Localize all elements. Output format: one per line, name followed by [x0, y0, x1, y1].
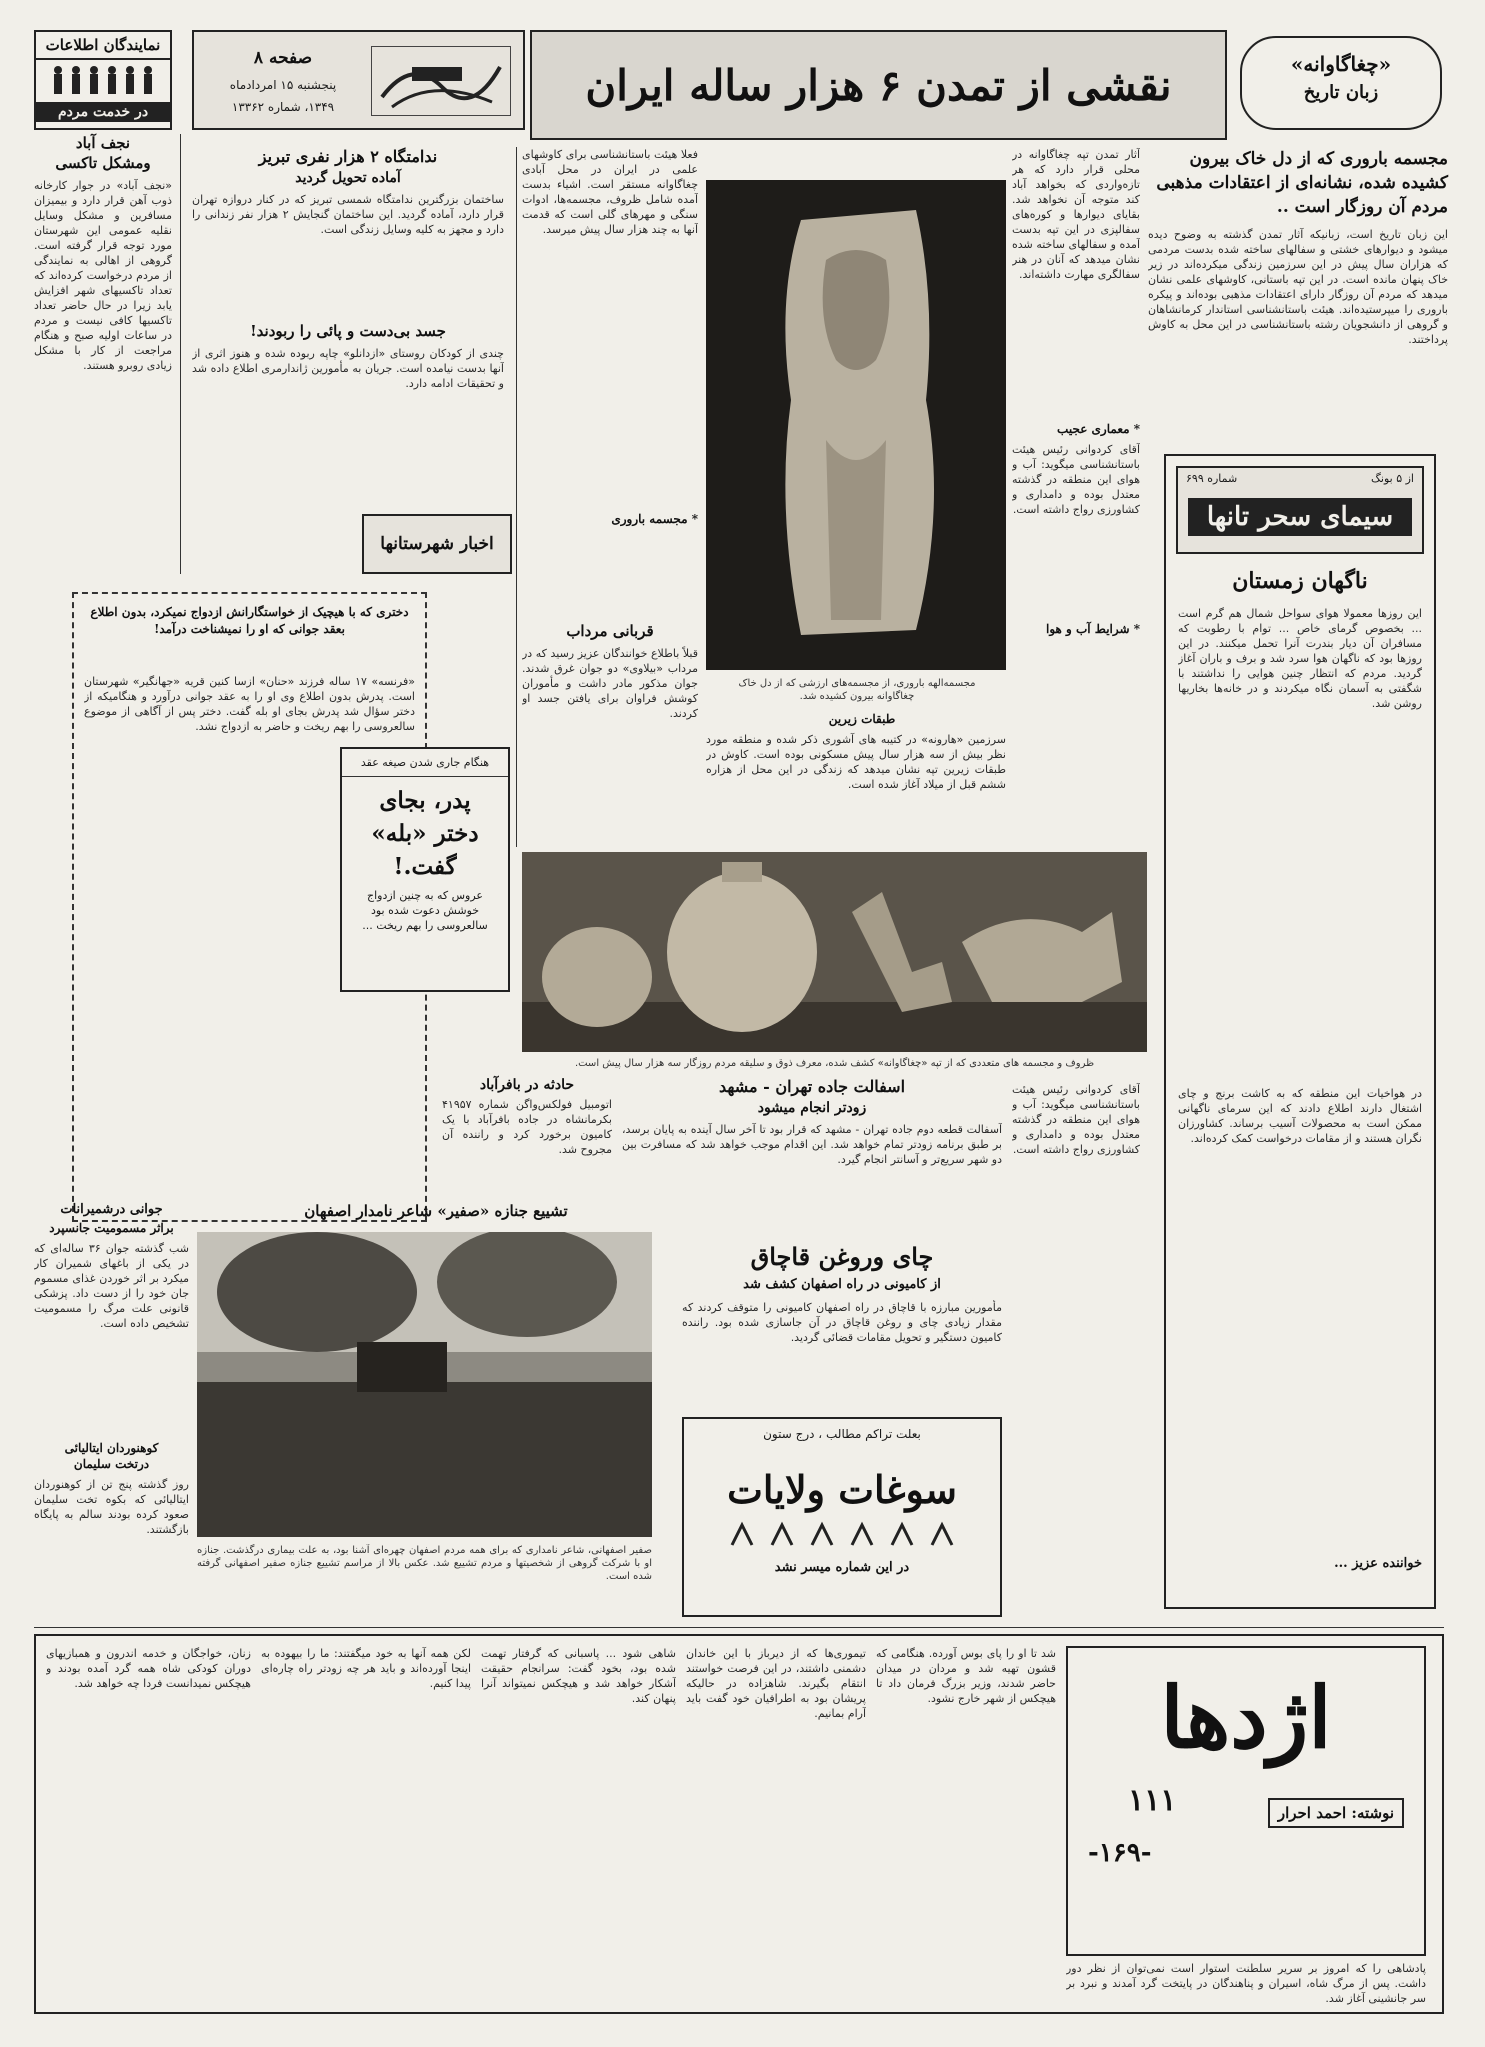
right-feature: [1164, 454, 1436, 1609]
bride-callout-title-3: گفت.!: [393, 853, 457, 880]
date-box: [192, 30, 525, 130]
provinces-column-box: [682, 1417, 1002, 1617]
tea-body: مأمورین مبارزه با قاچاق در راه اصفهان کامیونی را متوقف کردند که مقدار زیادی چای و روغن قاچاق در آن جاسازی شده بود. راننده کامیون دستگیر و تحویل مقامات قضائی گردید.: [682, 1301, 1002, 1344]
center-col-a: آثار تمدن تپه چغاگاوانه در محلی قرار دارد که هر تازه‌واردی که بخواهد آباد کند متوجه آن نخواهد شد. بقایای دیوارها و کوره‌های سفالپزی در این تپه بدست آمده و سفالهای ساخته شده نشان میدهد که آنان در هنر سفالگری مهارت داشته‌اند.: [1012, 148, 1140, 281]
center-extra-text: آقای کردوانی رئیس هیئت باستانشناسی میگوید: آب و هوای این منطقه در گذشته معتدل بوده و دامداری و کشاورزی رواج داشته است.: [1012, 1083, 1140, 1156]
swamp-story: [522, 622, 698, 852]
bride-story-head: دختری که با هیچیک از خواستگارانش ازدواج نمیکرد، بدون اطلاع بعقد جوانی که او را نمیشناخت درآمد!: [90, 605, 409, 636]
people-illustration: [48, 64, 158, 98]
winter-body: این روزها معمولا هوای سواحل شمال هم گرم است ... بخصوص گرمای خاص ... توام با رطوبت که مسافران آن دیار بندرت آنرا تحمل میکنند. در این روزها بود که ناگهان هوا سرد شد و برف و باران آغاز گردید. مردم که انتظار چنین هوایی را نداشتند با شگفتی به آسمان نگاه میکردند و در خانه‌ها بخاریها روشن شد.: [1178, 607, 1422, 710]
mountaineers-subheadline: درتخت سلیمان: [73, 1457, 150, 1471]
theft-body: چندی از کودکان روستای «ازدانلو» چاپه ربوده شده و هنوز اثری از آنها بدست نیامده است. جریان به مأمورین ژاندارمری اطلاع داده شد و تحقیقات ادامه دارد.: [192, 347, 504, 390]
center-col-d: آقای کردوانی رئیس هیئت باستانشناسی میگوید: آب و هوای این منطقه در گذشته معتدل بوده و دامداری و کشاورزی رواج داشته است.: [1012, 443, 1140, 516]
funeral-headline: تشییع جنازه «صفیر» شاعر نامدار اصفهان: [304, 1202, 568, 1220]
serial-episode: -۱۶۹-: [1088, 1838, 1152, 1868]
side-box-subtitle: زبان تاریخ: [1303, 82, 1379, 103]
prison-body: ساختمان بزرگترین ندامتگاه شمسی تبریز که در کنار دروازه تهران قرار دارد، آماده گردید. این ساختمان گنجایش ۲ هزار نفر زندانی را دارد و مجهز به کلیه وسایل زندگی است.: [192, 193, 504, 236]
pottery-caption: ظروف و مجسمه های متعددی که از تپه «چغاگاوانه» کشف شده، معرف ذوق و سلیقه مردم روزگار سه هزار سال پیش است.: [574, 1058, 1095, 1069]
cities-news-title: اخبار شهرستانها: [380, 534, 494, 554]
road-story: [622, 1077, 1002, 1247]
serial-col-1: پادشاهی را که امروز بر سریر سلطنت استوار است نمی‌توان از نظر دور داشت. پس از مرگ شاه، اسیران و پناهندگان در پایتخت گرد آمدند و نبرد بر سر جانشینی آغاز شد.: [1066, 1962, 1426, 2005]
serial-author: نوشته: احمد احرار: [1268, 1798, 1404, 1828]
pottery-photo: [522, 852, 1147, 1052]
funeral-crowd: [197, 1232, 652, 1537]
swamp-headline: قربانی مرداب: [566, 622, 654, 640]
serial-title-box: [1066, 1646, 1426, 1956]
bride-callout-title-2: دختر «بله»: [371, 820, 479, 847]
accident-body: اتومبیل فولکس‌واگن شماره ۴۱۹۵۷ بکرمانشاه در جاده بافرآباد با یک کامیون برخورد کرد و راننده آن مجروح شد.: [442, 1098, 612, 1156]
theft-headline: جسد بی‌دست و پائی را ربودند!: [250, 322, 446, 340]
lead-body: این زبان تاریخ است، زبانیکه آثار تمدن گذشته به وضوح دیده میشود و دیوارهای خشتی و سفالهای ساخته شده بدست مردمی که هزاران سال پیش در این سرزمین زندگی میکرده‌اند در زیر خاک پنهان مانده است. در این تپه باستانی، کاوشهای علمی نشان میدهد که مردم آن روزگار دارای اعتقادات مذهبی بوده‌اند و پیکره باروری را میپرستیده‌اند. هیئت باستانشناسی استاندار کرمانشاهان و گروهی از دانشجویان رشته باستانشناسی در این محل به کاوش پرداختند.: [1148, 228, 1448, 346]
funeral-caption: صفیر اصفهانی، شاعر نامداری که برای همه مردم اصفهان چهره‌ای آشنا بود، به علت بیماری درگذشت. جنازه او با شرکت گروهی از شخصیتها و مردم تشییع شد. عکس بالا از مراسم تشییع جنازه صفیر اصفهانی گرفته شده است.: [197, 1545, 652, 1582]
youth-headline: جوانی درشمیرانات: [60, 1202, 163, 1217]
section-head-architecture: * معماری عجیب: [1057, 422, 1140, 436]
bride-callout-sub: عروس که به چنین ازدواج خوشش دعوت شده بود سالعروسی را بهم ریخت ...: [362, 889, 488, 932]
pottery-artifacts: [522, 852, 1147, 1052]
accident-story: [442, 1077, 612, 1197]
tea-subheadline: از کامیونی در راه اصفهان کشف شد: [743, 1277, 941, 1292]
page-label: صفحه ۸: [253, 48, 313, 68]
provinces-bottom-note: در این شماره میسر نشد: [774, 1560, 910, 1575]
road-body: آسفالت قطعه دوم جاده تهران - مشهد که قرار بود تا آخر سال آینده به پایان برسد، بر طبق برنامه زودتر تمام خواهد شد. این اقدام موجب خواهد شد که مسافرت بین دو شهر سریع‌تر و آسانتر انجام گیرد.: [622, 1123, 1002, 1166]
mountaineers-headline: کوهنوردان ایتالیائی: [64, 1441, 159, 1455]
section-head-climate: * شرایط آب و هوا: [1045, 622, 1140, 636]
youth-subheadline: براثر مسمومیت جانسپرد: [49, 1221, 174, 1235]
statue-figure: [706, 180, 1006, 670]
road-subheadline: زودتر انجام میشود: [757, 1100, 867, 1116]
bottom-band-rule: [34, 1627, 1444, 1628]
youth-body: شب گذشته جوان ۳۶ ساله‌ای که در یکی از باغهای شمیران کار میکرد بر اثر خوردن غذای مسموم جان خود را از دست داد. پزشکی قانونی علت مرگ را مسمومیت تشخیص داده است.: [34, 1242, 189, 1330]
funeral-photo: [197, 1232, 652, 1537]
prison-headline: ندامتگاه ۲ هزار نفری تبریز: [258, 147, 438, 166]
logo-emblem: [372, 47, 510, 115]
main-headline: نقشی از تمدن ۶ هزار ساله ایران: [585, 60, 1172, 110]
bride-callout-head: هنگام جاری شدن صیغه عقد: [342, 749, 508, 777]
section-head-fertility: * مجسمه باروری: [611, 512, 698, 526]
section-head-lower-layers: طبقات زیرین: [828, 712, 896, 726]
serial-col-2: شد تا او را پای بوس آورده. هنگامی که قشون تهیه شد و مردان در میدان حاضر شدند، وزیر بزرگ فرمان داد تا هیچکس از شهر خارج نشود.: [876, 1647, 1056, 1705]
cities-news-box: [362, 514, 512, 574]
serial-col-4: شاهی شود ... پاسبانی که گرفتار تهمت شده بود، بخود گفت: سرانجام حقیقت آشکار خواهد شد و هیچکس نمیتواند آنرا پنهان کند.: [481, 1647, 676, 1705]
theft-story: [192, 322, 504, 512]
ad-head: از ۵ بونگ: [1371, 472, 1414, 485]
ad-banner: [1176, 466, 1424, 554]
statue-photo: [706, 180, 1006, 670]
bride-story-body: «فرنسه» ۱۷ ساله فرزند «حنان» ازسا کنین قریه «جهانگیر» شهرستان است. پدرش بدون اطلاع وی او را به عقد جوانی درآورد و هنگامیکه از دختر سؤال شد پدرش بجای او بله گفت. دختر پس از آگاهی از موضوع سالعروسی را بهم ریخت و حاضر به ازدواج نشد.: [84, 675, 415, 733]
correspondents-title: نمایندگان اطلاعات: [36, 32, 170, 60]
serial-col-5: لکن همه آنها به خود میگفتند: ما را بیهوده به اینجا آورده‌اند و باید هر چه زودتر راه چاره‌ای پیدا کنیم.: [261, 1647, 471, 1690]
road-headline: اسفالت جاده تهران - مشهد: [718, 1077, 906, 1096]
center-rule-left: [516, 147, 517, 847]
serial-band: [34, 1634, 1444, 2014]
provinces-top-note: بعلت تراکم مطالب ، درج ستون: [763, 1427, 921, 1441]
lead-story: [1148, 147, 1448, 447]
left-column-rule: [180, 134, 181, 574]
tea-headline: چای وروغن قاچاق: [750, 1242, 934, 1271]
serial-number: ١١١: [1128, 1783, 1177, 1818]
serial-col-3: تیموری‌ها که از دیرباز با این خاندان دشمنی داشتند، در این فرصت خواستند انتقام بگیرند. شاهزاده در حالیکه پریشان بود به اطرافیان خود گفت باید آرام بمانیم.: [686, 1647, 866, 1720]
correspondents-box: [34, 30, 172, 130]
newspaper-page: [22, 22, 1462, 2027]
tea-story: [682, 1242, 1002, 1422]
provinces-title: سوغات ولایات: [727, 1467, 957, 1512]
paper-logo: [371, 46, 511, 116]
ad-title: سیمای سحر تانها: [1188, 498, 1412, 536]
prison-story: [192, 147, 504, 317]
serial-col-6: زنان، خواجگان و خدمه اندرون و همبازیهای دوران کودکی شاه همه گرد آمده بودند و هیچکس نمیدانست فردا چه خواهد شد.: [46, 1647, 251, 1690]
accident-headline: حادثه در بافرآباد: [479, 1077, 575, 1093]
center-col-c: سرزمین «هارونه» در کتیبه های آشوری ذکر شده و منطقه مورد نظر بیش از سه هزار سال پیش مسکونی بوده است. کاوش در طبقات زیرین تپه نشان میدهد که زندگی در این محل از هزاره ششم قبل از میلاد آغاز شده است.: [706, 733, 1006, 791]
side-box-title: «چغاگاوانه»: [1290, 52, 1392, 76]
winter-headline: ناگهان زمستان: [1232, 568, 1368, 594]
prison-subheadline: آماده تحویل گردید: [295, 170, 401, 186]
bride-callout-title-1: پدر، بجای: [379, 787, 471, 814]
bride-callout: [340, 747, 510, 992]
lead-headline: مجسمه باروری که از دل خاک بیرون کشیده شده، نشانه‌ای از اعتقادات مذهبی مردم آن روزگار است ..: [1156, 149, 1448, 217]
issue-line: ۱۳۴۹، شماره ۱۳۳۶۲: [231, 100, 335, 114]
in-service-label: در خدمت مردم: [36, 102, 170, 122]
provinces-illustration: [722, 1520, 962, 1550]
winter-closing: خواننده عزیز ...: [1334, 1556, 1422, 1571]
left-column: [34, 134, 172, 564]
side-title-box: [1240, 36, 1442, 130]
main-headline-box: [530, 30, 1227, 140]
date-line: پنجشنبه ۱۵ امردادماه: [229, 78, 337, 92]
mountaineers-body: روز گذشته پنج تن از کوهنوردان ایتالیائی که بکوه تخت سلیمان صعود کرده بودند سالم به پایگاه بازگشتند.: [34, 1478, 189, 1536]
serial-title: اژدها: [1160, 1668, 1332, 1767]
ad-issue: شماره ۶۹۹: [1186, 472, 1238, 485]
center-col-b: فعلا هیئت باستانشناسی برای کاوشهای علمی در ایران در محل آبادی چغاگاوانه مستقر است. اشیاء بدست آمده شامل ظروف، مجسمه‌ها، ادوات سنگی و مهرهای گلی است که قدمت آنها به چند هزار سال پیش میرسد.: [522, 148, 698, 236]
statue-caption: مجسمه‌الهه باروری، از مجسمه‌های ارزشی که از دل خاک چغاگاوانه بیرون کشیده شد.: [738, 678, 976, 702]
left-col-body: «نجف آباد» در جوار کارخانه ذوب آهن قرار دارد و بیمیزان مسافرین و مشکل وسایل نقلیه عمومی این شهرستان مورد توجه قرار گرفته است. گروهی از اهالی به نمایندگی از مردم درخواست کرده‌اند که تعداد تاکسیهای شهر افزایش یابد زیرا در حال حاضر تعداد تاکسیها کافی نیست و مردم در ساعات اولیه صبح و هنگام مراجعت از کار با مشکل زیادی روبرو هستند.: [34, 179, 172, 372]
winter-body-2: در هواخیات این منطقه که به کاشت برنج و چای اشتغال دارند اطلاع دادند که این سرمای ناگهانی ممکن است به محصولات آسیب برساند. کشاورزان نگران هستند و از مقامات درخواست کمک کرده‌اند.: [1178, 1087, 1422, 1145]
left-col-subtitle: ومشکل تاکسی: [55, 154, 151, 172]
left-col-title: نجف آباد: [75, 134, 131, 152]
swamp-body: قبلاً باطلاع خوانندگان عزیز رسید که در مرداب «بیلاوی» دو جوان غرق شدند. جوان مذکور مادر داشت و مأموران کوشش فراوان برای یافتن جسد او کردند.: [522, 647, 698, 720]
